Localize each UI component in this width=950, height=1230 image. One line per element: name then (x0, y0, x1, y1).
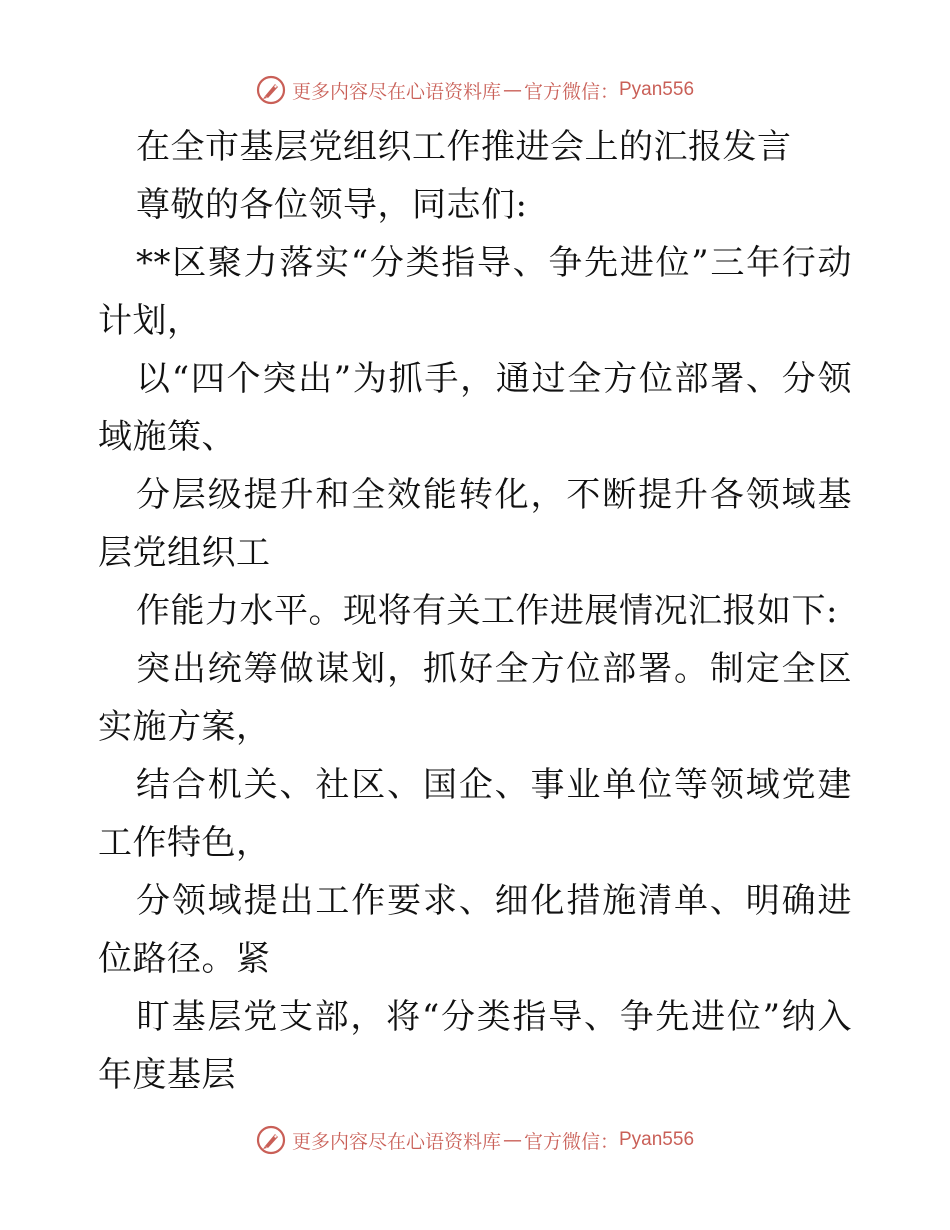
footer-watermark (0, 1120, 950, 1160)
paragraph: 分层级提升和全效能转化，不断提升各领域基层党组织工 (98, 475, 852, 573)
paragraph: 以“四个突出”为抓手，通过全方位部署、分领域施策、 (98, 359, 852, 457)
paragraph: 盯基层党支部，将“分类指导、争先进位”纳入年度基层 (98, 997, 852, 1095)
pen-nib-logo-icon (256, 75, 286, 105)
pen-nib-logo-icon (256, 1125, 286, 1155)
watermark-main-text: 更多内容尽在心语资料库 (291, 80, 501, 103)
paragraph: 作能力水平。现将有关工作进展情况汇报如下: (136, 591, 838, 631)
watermark-label: 官方微信： (523, 1130, 619, 1153)
header-watermark (0, 70, 950, 110)
paragraph: 分领域提出工作要求、细化措施清单、明确进位路径。紧 (98, 881, 852, 979)
watermark-label: 官方微信： (523, 80, 619, 103)
watermark-separator: — (502, 1129, 522, 1151)
watermark-id: Pyan556 (619, 79, 695, 100)
paragraph: 突出统筹做谋划，抓好全方位部署。制定全区实施方案， (98, 649, 852, 747)
paragraph: 结合机关、社区、国企、事业单位等领域党建工作特色， (98, 765, 852, 863)
watermark-separator: — (502, 79, 522, 101)
document-greeting: 尊敬的各位领导，同志们: (136, 185, 528, 225)
paragraph: **区聚力落实“分类指导、争先进位”三年行动计划， (98, 243, 852, 341)
watermark-main-text: 更多内容尽在心语资料库 (291, 1130, 501, 1153)
document-body (98, 118, 852, 1104)
watermark-id: Pyan556 (619, 1129, 695, 1150)
document-title: 在全市基层党组织工作推进会上的汇报发言 (136, 127, 792, 167)
